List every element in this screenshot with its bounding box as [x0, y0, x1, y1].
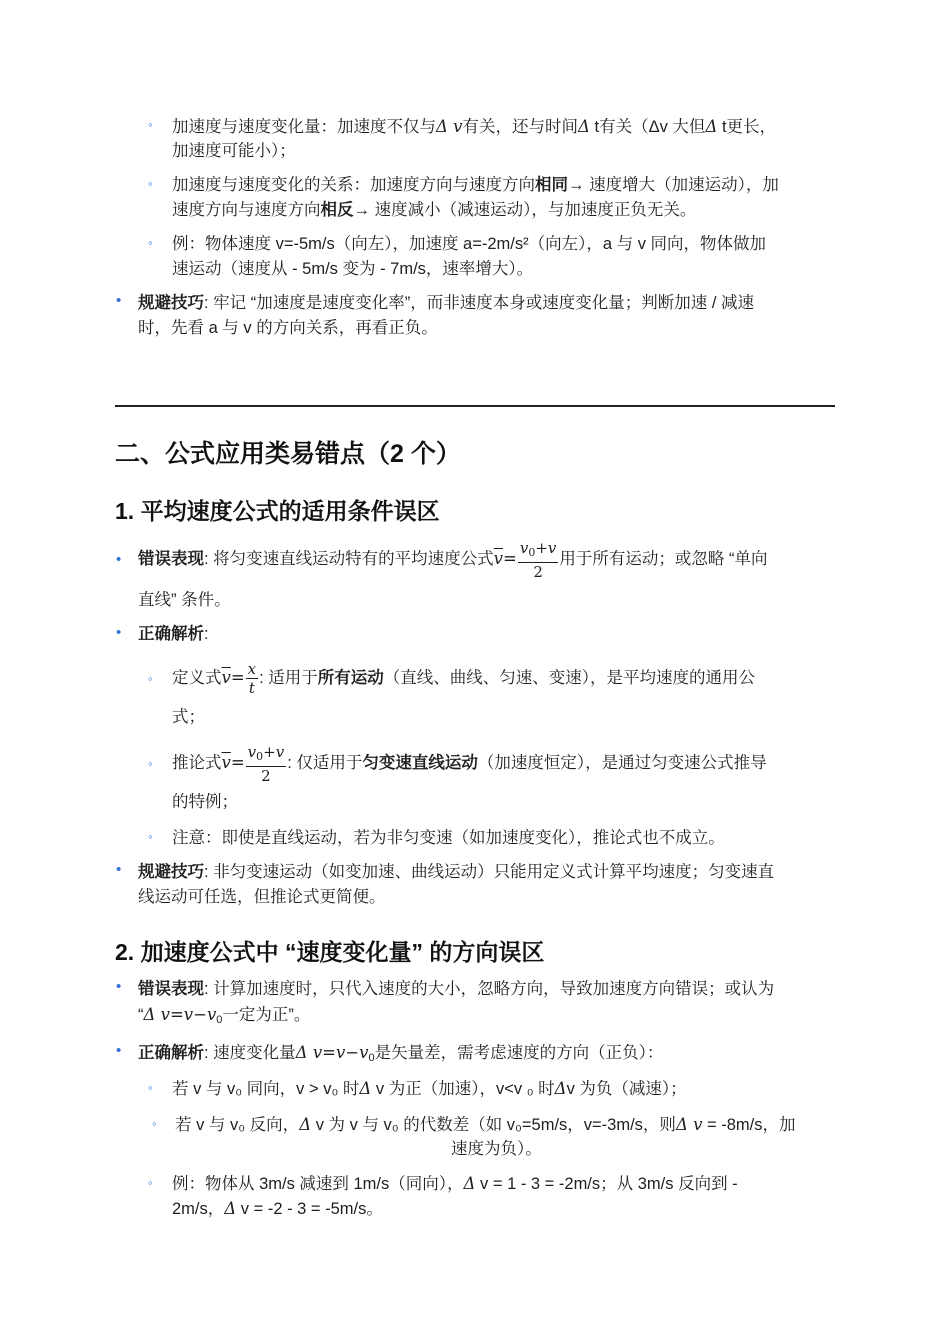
text: 2m/s， — [172, 1200, 225, 1218]
text: 例：物体从 3m/s 减速到 1m/s（同向）， — [172, 1175, 464, 1193]
list-item-continuation — [138, 1002, 310, 1033]
bullet-marker: • — [116, 978, 122, 995]
text: 加速度与速度变化的关系：加速度方向与速度方向 — [172, 176, 535, 194]
text: v 为负（减速）； — [566, 1080, 687, 1098]
bullet-marker: • — [116, 624, 122, 641]
math-delta-v-expr: Δ v=v−v — [143, 1005, 217, 1024]
bold-text: 匀变速直线运动 — [362, 754, 478, 772]
sub-bullet-marker: ◦ — [148, 756, 153, 771]
math-delta: Δ — [705, 117, 718, 136]
fraction-v0-plus-v-over-2: $\frac{v_0+v}{2}$ — [519, 538, 557, 581]
subsection-heading: 1. 平均速度公式的适用条件误区 — [115, 498, 440, 524]
list-item — [172, 656, 832, 700]
text: 用于所有运动；或忽略 “单向 — [559, 550, 768, 568]
math-vbar: $\overline{v}$ — [221, 668, 231, 687]
text: （直线、曲线、匀速、变速），是平均速度的通用公 — [383, 669, 756, 687]
subsection-heading: 2. 加速度公式中 “速度变化量” 的方向误区 — [115, 939, 545, 965]
bold-text: 所有运动 — [317, 669, 384, 687]
sub-bullet-marker: ◦ — [148, 1175, 153, 1190]
list-item-continuation: 速度为负）。 — [451, 1140, 542, 1158]
math-eq: = — [503, 549, 517, 568]
sub-bullet-marker: ◦ — [152, 1116, 157, 1131]
list-item-continuation — [172, 198, 852, 223]
text: : 仅适用于 — [287, 754, 363, 772]
list-item — [138, 977, 838, 1002]
list-item-continuation — [172, 1196, 383, 1222]
list-item-continuation: 时，先看 a 与 v 的方向关系，再看正负。 — [138, 319, 438, 337]
bold-label: 错误表现 — [138, 980, 204, 998]
math-eq: = — [230, 668, 245, 687]
bold-label: 正确解析 — [138, 625, 204, 643]
text: : 牢记 “加速度是速度变化率”，而非速度本身或速度变化量；判断加速 / 减速 — [204, 294, 754, 312]
text: v 为正（加速），v<v ₀ 时 — [371, 1080, 555, 1098]
list-item — [175, 1112, 840, 1138]
text: : 计算加速度时，只代入速度的大小，忽略方向，导致加速度方向错误；或认为 — [204, 980, 775, 998]
math-eq: = — [230, 753, 245, 772]
bold-label: 错误表现 — [138, 550, 204, 568]
math-delta-v-expr: Δ v=v−v — [295, 1043, 369, 1062]
list-item: 例：物体速度 v=-5m/s（向左），加速度 a=-2m/s²（向左），a 与 v 同向，物体做加 — [172, 235, 767, 253]
text: : 适用于 — [259, 669, 318, 687]
text: → 速度减小（减速运动），与加速度正负无关。 — [353, 201, 697, 219]
bullet-marker: • — [116, 551, 122, 568]
section-divider — [115, 405, 835, 407]
list-item-continuation: 线运动可任选，但推论式更简便。 — [138, 888, 386, 906]
text: : — [204, 625, 209, 643]
text: → 速度增大（加速运动），加 — [568, 176, 779, 194]
sub-bullet-marker: ◦ — [148, 1080, 153, 1095]
text: 定义式 — [172, 669, 222, 687]
sub-bullet-marker: ◦ — [148, 117, 153, 132]
text: v 为 v 与 v₀ 的代数差（如 v₀=5m/s，v=-3m/s，则 — [311, 1116, 676, 1134]
list-item — [172, 114, 852, 140]
bullet-marker: • — [116, 1042, 122, 1059]
text: : 速度变化量 — [204, 1044, 296, 1062]
text: : 非匀变速运动（如变加速、曲线运动）只能用定义式计算平均速度；匀变速直 — [204, 863, 775, 881]
list-item-continuation: 直线” 条件。 — [138, 591, 231, 609]
list-item — [138, 622, 209, 647]
text: 若 v 与 v₀ 同向，v > v₀ 时 — [172, 1080, 360, 1098]
math-delta: Δ — [224, 1199, 237, 1218]
sub-bullet-marker: ◦ — [148, 176, 153, 191]
list-item — [138, 860, 838, 885]
bullet-marker: • — [116, 861, 122, 878]
math-delta: Δ — [299, 1115, 312, 1134]
list-item — [138, 291, 838, 316]
text: v = 1 - 3 = -2m/s；从 3m/s 反向到 - — [475, 1175, 738, 1193]
math-delta: Δ — [359, 1079, 372, 1098]
text: 速度方向与速度方向 — [172, 201, 321, 219]
list-item-continuation: 式； — [172, 708, 205, 726]
math-subscript: 0 — [368, 1052, 375, 1064]
text: “ — [138, 1006, 144, 1024]
list-item — [138, 1040, 838, 1071]
math-delta-v: Δ v — [436, 117, 463, 136]
bold-text: 相反 — [320, 201, 354, 219]
math-delta: Δ — [554, 1079, 567, 1098]
math-vbar: $\overline{v}$ — [493, 549, 503, 568]
text: 推论式 — [172, 754, 222, 772]
text: （加速度恒定），是通过匀变速公式推导 — [477, 754, 767, 772]
fraction-v0-plus-v-over-2: $\frac{v_0+v}{2}$ — [247, 742, 285, 785]
text: 有关，还与时间 — [462, 118, 578, 136]
text: t更长， — [717, 118, 777, 136]
text: 加速度与速度变化量：加速度不仅与 — [172, 118, 436, 136]
list-item — [172, 173, 852, 198]
list-item-continuation: 的特例； — [172, 793, 238, 811]
fraction-x-over-t: $\frac{x}{t}$ — [247, 660, 257, 698]
text: v = -2 - 3 = -5m/s。 — [236, 1200, 383, 1218]
list-item-continuation: 加速度可能小）； — [172, 142, 296, 160]
bold-label: 正确解析 — [138, 1044, 204, 1062]
text: 一定为正”。 — [222, 1006, 311, 1024]
text: 若 v 与 v₀ 反向， — [175, 1116, 300, 1134]
bold-text: 相同 — [535, 176, 568, 194]
list-item — [172, 741, 852, 785]
list-item: 注意：即使是直线运动，若为非匀变速（如加速度变化），推论式也不成立。 — [172, 829, 725, 847]
sub-bullet-marker: ◦ — [148, 671, 153, 686]
sub-bullet-marker: ◦ — [148, 235, 153, 250]
math-delta: Δ — [463, 1174, 476, 1193]
list-item — [172, 1171, 832, 1197]
math-delta: Δ — [577, 117, 590, 136]
text: t有关（Δv 大但 — [589, 118, 706, 136]
text: = -8m/s，加 — [702, 1116, 796, 1134]
text: : 将匀变速直线运动特有的平均速度公式 — [204, 550, 494, 568]
section-title: 二、公式应用类易错点（2 个） — [115, 440, 461, 468]
sub-bullet-marker: ◦ — [148, 829, 153, 844]
list-item — [172, 1076, 832, 1102]
bold-label: 规避技巧 — [138, 294, 204, 312]
list-item-continuation: 速运动（速度从 - 5m/s 变为 - 7m/s，速率增大）。 — [172, 260, 534, 278]
math-vbar: $\overline{v}$ — [221, 753, 231, 772]
math-delta-v: Δ v — [675, 1115, 703, 1134]
bullet-marker: • — [116, 292, 122, 309]
math-subscript: 0 — [216, 1014, 223, 1026]
list-item — [138, 537, 838, 581]
text: 是矢量差，需考虑速度的方向（正负）： — [374, 1044, 664, 1062]
bold-label: 规避技巧 — [138, 863, 204, 881]
